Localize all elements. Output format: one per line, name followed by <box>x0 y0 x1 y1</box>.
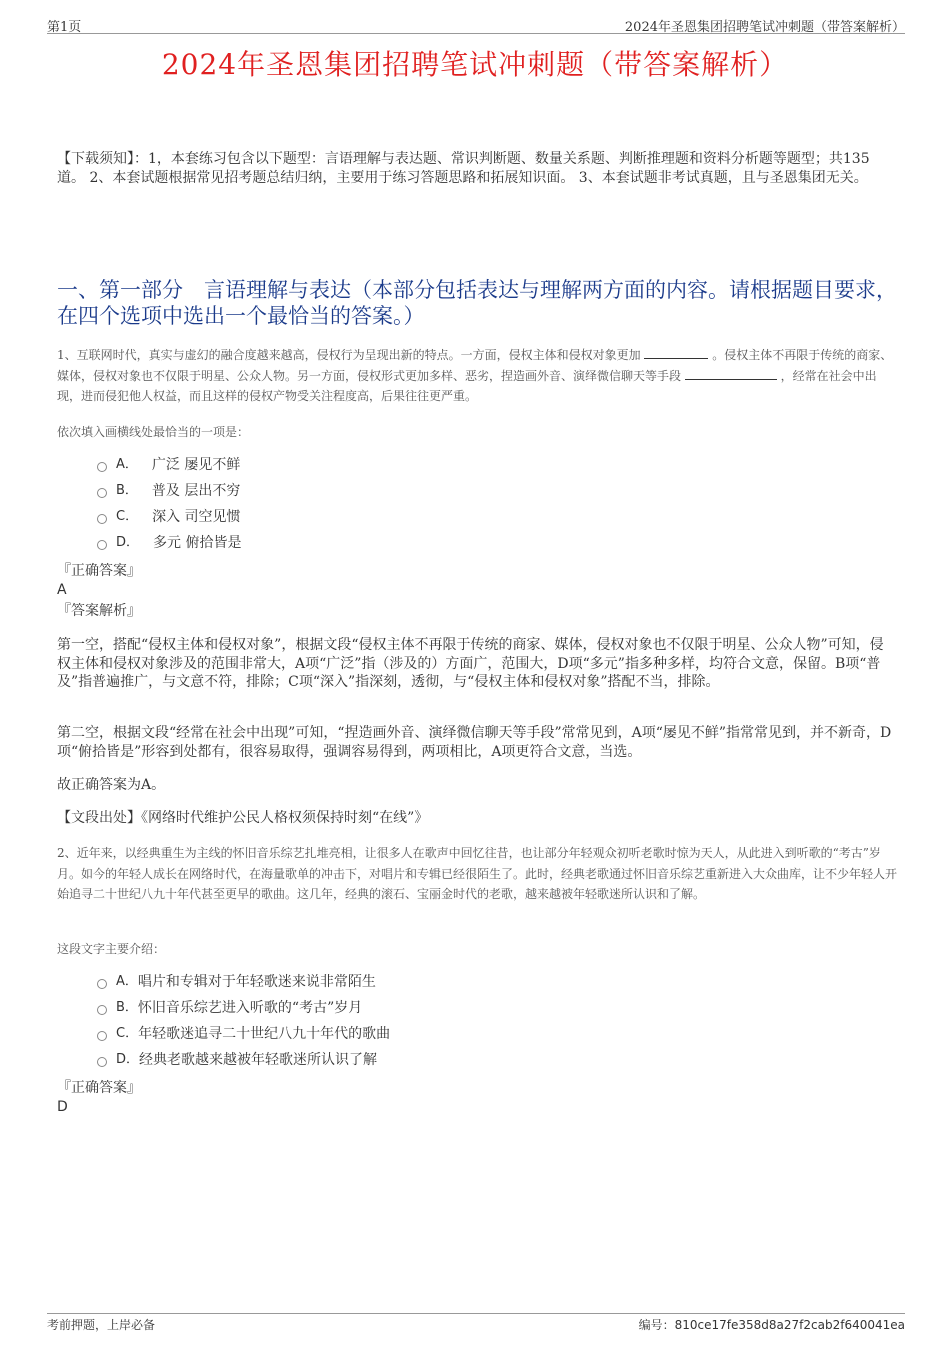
option-a[interactable]: A． 广泛 屡见不鲜 <box>97 452 797 478</box>
radio-button[interactable] <box>97 1057 107 1067</box>
option-c[interactable]: C． 深入 司空见惯 <box>97 504 797 530</box>
radio-button[interactable] <box>97 979 107 989</box>
option-b[interactable]: B． 普及 层出不穷 <box>97 478 797 504</box>
question-1-text-part3: ，经常在社会中出现，进而侵犯他人权益，而且这样的侵权产物受关注程度高，后果往往更严重。 <box>57 368 877 403</box>
radio-button[interactable] <box>97 540 107 550</box>
question-1-options <box>97 452 797 556</box>
answer-label: 『正确答案』 <box>57 1080 141 1096</box>
correct-answer: A <box>57 582 67 598</box>
source-citation: 【文段出处】《网络时代维护公民人格权须保持时刻“在线”》 <box>57 810 429 826</box>
answer-block-1 <box>57 562 141 600</box>
document-id <box>639 1316 905 1333</box>
fill-blank-2 <box>685 367 777 380</box>
header-doc-title: 2024年圣恩集团招聘笔试冲刺题（带答案解析） <box>624 20 905 35</box>
radio-button[interactable] <box>97 514 107 524</box>
question-1-text <box>57 345 897 407</box>
footer-slogan: 考前押题，上岸必备 <box>47 1318 156 1332</box>
analysis-label: 『答案解析』 <box>57 603 141 619</box>
analysis-paragraph-1: 第一空，搭配“侵权主体和侵权对象”，根据文段“侵权主体不再限于传统的商家、媒体，侵权对象也不仅限于明星、公众人物”可知，侵权主体和侵权对象涉及的范围非常大，A项“广泛”指（涉及的）方面广，范围大，D项“多元”指多种多样，均符合文意，保留。B项“普及”指普遍推广，与文意不符，排除；C项“深入”指深刻，透彻，与“侵权主体和侵权对象”搭配不当，排除。 <box>57 637 884 690</box>
fill-blank-1 <box>644 346 708 359</box>
option-a[interactable]: A． 唱片和专辑对于年轻歌迷来说非常陌生 <box>97 969 797 995</box>
radio-button[interactable] <box>97 1005 107 1015</box>
radio-button[interactable] <box>97 462 107 472</box>
document-id-code: 810ce17fe358d8a27f2cab2f640041ea <box>674 1318 905 1332</box>
question-1-text-part2: 。侵权主体不再限于传统的商家、媒体，侵权对象也不仅限于明星、公众人物。另一方面，侵权形式更加多样、恶劣，捏造画外音、演绎微信聊天等手段 <box>57 348 893 383</box>
page-number: 第1页 <box>47 20 82 35</box>
section-heading: 一、第一部分 言语理解与表达（本部分包括表达与理解两方面的内容。请根据题目要求，在四个选项中选出一个最恰当的答案。） <box>57 278 897 328</box>
page-header <box>47 14 905 34</box>
analysis-conclusion: 故正确答案为A。 <box>57 777 166 793</box>
answer-label: 『正确答案』 <box>57 563 141 579</box>
option-d[interactable]: D． 经典老歌越来越被年轻歌迷所认识了解 <box>97 1047 797 1073</box>
correct-answer: D <box>57 1099 68 1115</box>
question-1-text-part1: 1、互联网时代，真实与虚幻的融合度越来越高，侵权行为呈现出新的特点。一方面，侵权主体和侵权对象更加 <box>57 348 641 362</box>
option-b[interactable]: B． 怀旧音乐综艺进入听歌的“考古”岁月 <box>97 995 797 1021</box>
option-c[interactable]: C． 年轻歌迷追寻二十世纪八九十年代的歌曲 <box>97 1021 797 1047</box>
analysis-paragraph-2: 第二空，根据文段“经常在社会中出现”可知，“捏造画外音、演绎微信聊天等手段”常常见到，A项“屡见不鲜”指常常见到，并不新奇，D项“俯拾皆是”形容到处都有，很容易取得，强调容易得到，两项相比，A项更符合文意，当选。 <box>57 725 892 760</box>
question-2-stem: 这段文字主要介绍： <box>57 942 166 956</box>
page-footer <box>47 1313 905 1334</box>
document-title: 2024年圣恩集团招聘笔试冲刺题（带答案解析） <box>161 48 789 81</box>
radio-button[interactable] <box>97 488 107 498</box>
download-notice: 【下载须知】：1，本套练习包含以下题型：言语理解与表达题、常识判断题、数量关系题、判断推理题和资料分析题等题型；共135道。 2、本套试题根据常见招考题总结归纳，主要用于练习答题思路和拓展知识面。 3、本套试题非考试真题，且与圣恩集团无关。 <box>57 151 870 186</box>
question-2-text: 2、近年来，以经典重生为主线的怀旧音乐综艺扎堆亮相，让很多人在歌声中回忆往昔，也让部分年轻观众初听老歌时惊为天人，从此进入到听歌的“考古”岁月。如今的年轻人成长在网络时代，在海量歌单的冲击下，对唱片和专辑已经很陌生了。此时，经典老歌通过怀旧音乐综艺重新进入大众曲库，让不少年轻人开始追寻二十世纪八九十年代甚至更早的歌曲。这几年，经典的滚石、宝丽金时代的老歌，越来越被年轻歌迷所认识和了解。 <box>57 846 898 901</box>
option-d[interactable]: D． 多元 俯拾皆是 <box>97 530 797 556</box>
answer-block-2 <box>57 1079 141 1117</box>
question-1-stem: 依次填入画横线处最恰当的一项是： <box>57 425 250 439</box>
radio-button[interactable] <box>97 1031 107 1041</box>
question-2-options <box>97 969 797 1073</box>
document-id-label: 编号： <box>638 1318 675 1332</box>
